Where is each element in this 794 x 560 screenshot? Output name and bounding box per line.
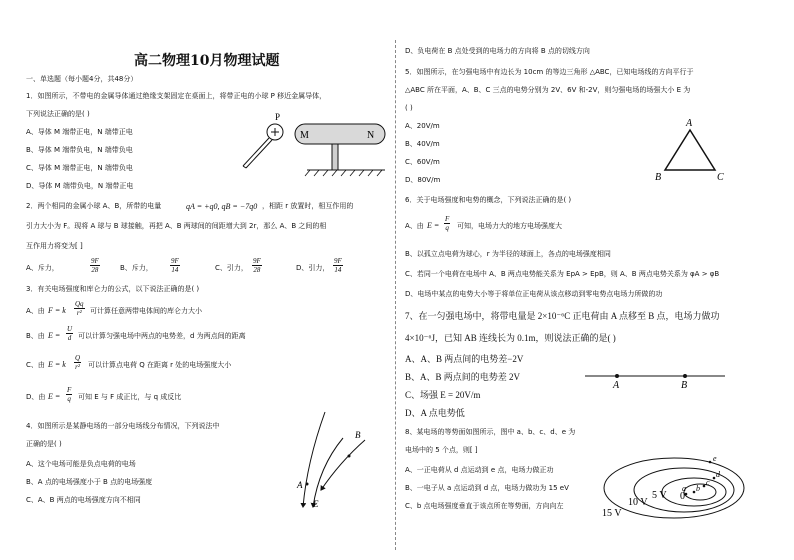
q1-option-d: D、导体 M 端带负电，N 端带正电 [26,182,134,190]
label-c: C [717,172,724,183]
q5-option-c: C、60V/m [405,158,440,166]
q5-stem-line3: ( ) [405,104,413,112]
q4-field-lines-figure [285,412,375,512]
column-divider [395,40,396,550]
point-b [348,455,351,458]
q7-option-b: B、A、B 两点间的电势差 2V [405,372,521,382]
q8-option-b: B、一电子从 a 点运动到 d 点，电场力做功为 15 eV [405,484,569,492]
point-c [703,485,706,488]
label-a: A [297,480,303,490]
equipotential-0v [684,484,716,500]
q5-option-d: D、80V/m [405,176,441,184]
q1-option-a: A、导体 M 端带正电，N 端带正电 [26,128,133,136]
q4-stem-line2: 正确的是( ) [26,440,62,448]
q3-option-a-fraction: $\frac{Qq}{\text{r²}}$ [75,300,84,317]
q7-line-figure [585,366,725,391]
q3-option-a-formula: F = k [48,306,66,315]
q3-option-c-fraction: $\frac{Q}{\text{r²}}$ [75,354,81,371]
q6-stem: 6．关于电场强度和电势的概念，下列说法正确的是( ) [405,196,572,204]
q3-option-d-formula: E = [48,392,61,401]
charged-ball-p [243,124,283,168]
q3-option-d-prefix: D、由 [26,393,46,401]
q1-option-b: B、导体 M 端带负电，N 端带负电 [26,146,133,154]
q1-option-c: C、导体 M 端带正电，N 端带负电 [26,164,133,172]
q2-option-d: D、引力， [296,264,330,272]
label-b: b [696,484,700,493]
label-5v: 5 V [652,490,667,501]
q6-option-c: C、若同一个电荷在电场中 A、B 两点电势能关系为 EpA > EpB，则 A、B 两点电势关系为 φA > φB [405,270,720,278]
label-a: A [686,118,693,129]
point-d [713,477,716,480]
q5-option-a: A、20V/m [405,122,440,130]
q2-option-c: C、引力， [215,264,248,272]
q2-option-b-fraction: $\frac{9F}{14}$ [171,257,179,274]
label-m: M [300,130,309,141]
label-e: e [713,454,717,463]
q3-option-b-prefix: B、由 [26,332,45,340]
q5-triangle-figure [655,116,735,186]
point-a [685,493,688,496]
q2-stem-line2: 引力大小为 F。现将 A 球与 B 球接触，再把 A、B 两球间的间距增大到 2r，那么 A、B 之间的相 [26,222,327,230]
label-a: A [613,380,620,391]
q4-option-d: D、负电荷在 B 点处受到的电场力的方向将 B 点的切线方向 [405,47,590,55]
q7-option-a: A、A、B 两点间的电势差−2V [405,354,524,364]
q2-option-a-fraction: $\frac{9F}{28}$ [91,257,99,274]
q3-stem: 3．有关电场强度和库仑力的公式，以下说法正确的是( ) [26,285,200,293]
point-b [683,374,687,378]
q4-option-c: C、A、B 两点的电场强度方向不相同 [26,496,141,504]
q2-stem-line3: 互作用力将变为[ ] [26,242,83,250]
field-line-left [303,412,325,507]
q5-option-b: B、40V/m [405,140,440,148]
field-line-right [321,440,365,490]
q2-option-c-fraction: $\frac{9F}{28}$ [253,257,261,274]
q6-option-a-formula: E = [427,221,440,230]
label-0v: 0 [680,491,685,502]
q3-option-d-text: 可知 E 与 F 成正比，与 q 成反比 [78,393,182,401]
triangle-abc [665,130,715,170]
q3-option-b-fraction: $\frac{U}{d}$ [67,325,73,342]
point-e [709,461,712,464]
label-c: c [706,478,710,487]
q5-stem-line1: 5．如图所示，在匀强电场中有边长为 10cm 的等边三角形 △ABC，已知电场线的方向平行于 [405,68,694,76]
label-b: B [655,172,662,183]
q6-option-d: D、电场中某点的电势大小等于将单位正电荷从该点移动到零电势点电场力所做的功 [405,290,663,298]
q3-option-b-formula: E = [48,331,61,340]
q7-option-d: D、A 点电势低 [405,408,465,418]
q5-stem-line2: △ABC 所在平面，A、B、C 三点的电势分别为 2V、6V 和-2V，则匀强电场的场强大小 E 为 [405,86,691,94]
label-a: a [682,484,686,493]
q8-stem-line2: 电场中的 5 个点，则[ ] [405,446,478,454]
label-p: P [275,112,281,122]
q1-stem-line1: 1．如图所示，不带电的金属导体通过绝缘支架固定在桌面上，将带正电的小球 P 移近金属导体， [26,92,327,100]
q4-stem-line1: 4．如图所示是某静电场的一部分电场线分布情况，下列说法中 [26,422,220,430]
label-e: E [313,499,319,509]
q3-option-c-prefix: C、由 [26,361,45,369]
label-b: B [681,380,688,391]
q2-charges: qA = +q0, qB = −7q0 [186,202,258,211]
page-title: 高二物理10月物理试题 [134,53,280,69]
q6-option-a-prefix: A、由 [405,222,424,230]
left-column [0,0,395,560]
field-line-middle [313,438,343,507]
equipotential-15v [604,458,744,518]
q2-option-d-fraction: $\frac{9F}{14}$ [334,257,342,274]
q2-option-b: B、斥力， [120,264,153,272]
q8-equipotential-figure [602,450,782,520]
q3-option-c-formula: E = k [48,360,66,369]
q6-option-a-fraction: $\frac{F}{q}$ [445,215,450,232]
label-15v: 15 V [602,508,622,519]
q3-option-d-fraction: $\frac{F}{q}$ [67,386,72,403]
section-heading: 一、单选题（每小题4分，共48分） [26,75,138,83]
q8-stem-line1: 8、某电场的等势面如图所示，图中 a、b、c、d、e 为 [405,428,576,436]
q4-option-b: B、A 点的电场强度小于 B 点的电场强度 [26,478,153,486]
q4-option-a: A、这个电场可能是负点电荷的电场 [26,460,136,468]
point-a [306,483,309,486]
q2-stem-line1c: ，相距 r 放置时，相互作用的 [262,202,354,210]
label-d: d [716,470,720,479]
q8-option-c: C、b 点电场强度垂直于该点所在等势面，方向向左 [405,502,564,510]
q3-option-c-text: 可以计算点电荷 Q 在距离 r 处的电场强度大小 [88,361,232,369]
q8-option-a: A、一正电荷从 d 点运动到 e 点，电场力做正功 [405,466,554,474]
q2-option-a: A、斥力， [26,264,59,272]
point-b [693,491,696,494]
q3-option-a-text: 可计算任意两带电体间的库仑力大小 [90,307,202,315]
right-column [397,0,794,560]
label-10v: 10 V [628,497,648,508]
q7-option-c: C、场强 E = 20V/m [405,390,481,400]
q2-stem-line1a: 2．两个相同的金属小球 A、B，所带的电量 [26,202,162,210]
q3-option-a-prefix: A、由 [26,307,45,315]
label-b: B [355,430,361,440]
point-a [615,374,619,378]
q3-option-b-text: 可以计算匀强电场中两点的电势差，d 为两点间的距离 [78,332,246,340]
q1-figure [235,112,390,192]
q7-stem-line1: 7、在一匀强电场中，将带电量是 2×10⁻⁶C 正电荷由 A 点移至 B 点，电场力做功 [405,311,720,321]
q6-option-a-text: 可知，电场力大的地方电场强度大 [457,222,562,230]
q7-stem-line2: 4×10⁻⁶J，已知 AB 连线长为 0.1m，则说法正确的是( ) [405,333,616,343]
q6-option-b: B、以孤立点电荷为球心，r 为半径的球面上，各点的电场强度相同 [405,250,611,258]
q1-stem-line2: 下列说法正确的是( ) [26,110,90,118]
label-n: N [367,130,375,141]
